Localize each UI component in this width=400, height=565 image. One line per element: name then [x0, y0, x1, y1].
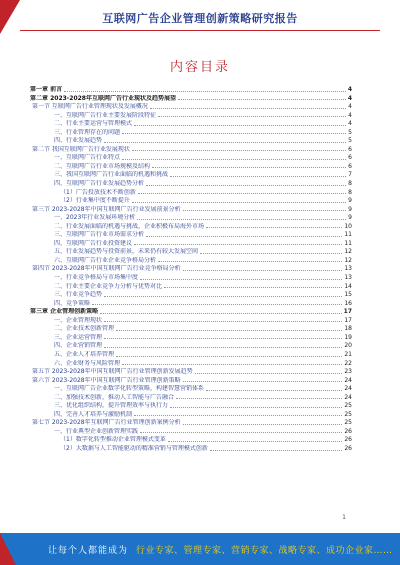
toc-entry-text: （1）广告投放技术不断创新: [60, 188, 136, 196]
toc-entry[interactable]: [30, 342, 352, 351]
header-divider: [20, 30, 380, 31]
toc-entry-text: 第四节 2023-2028年中国互联网广告行业竞争格局分析: [32, 265, 181, 273]
toc-entry-text: 三、行业管理存在的问题: [54, 128, 121, 136]
toc-entry-text: 第三章 企业管理创新策略: [30, 308, 99, 316]
toc-entry-text: 第二章 2023-2028年互联网广告行业现状及趋势展望: [30, 94, 176, 102]
toc-entry-page: 5: [348, 137, 352, 145]
toc-entry-text: 四、互联网广告行业发展趋势分析: [54, 180, 145, 188]
toc-entry-page: 17: [344, 316, 352, 324]
toc-entry-text: 第二节 我国互联网广告行业发展现状: [32, 145, 130, 153]
toc-entry-text: 第一节 互联网广告行业管理现状及发展概况: [32, 103, 148, 111]
toc-entry-page: 19: [344, 333, 352, 341]
toc-entry[interactable]: [30, 180, 352, 189]
toc-entry-page: 18: [344, 325, 352, 333]
toc-entry[interactable]: [30, 419, 352, 428]
toc-leader-dots: [104, 137, 346, 143]
toc-entry-page: 5: [348, 128, 352, 136]
toc-entry-page: 6: [348, 162, 352, 170]
toc-entry-page: 14: [344, 282, 352, 290]
toc-entry-page: 22: [344, 359, 352, 367]
toc-leader-dots: [146, 231, 342, 237]
toc-leader-dots: [183, 265, 343, 271]
toc-entry[interactable]: [30, 129, 352, 138]
toc-entry-page: 6: [348, 154, 352, 162]
toc-leader-dots: [200, 248, 342, 254]
toc-entry[interactable]: [30, 137, 352, 146]
toc-entry-page: 9: [348, 205, 352, 213]
toc-entry-text: 三、互联网广告行业市场需求分析: [54, 231, 145, 239]
toc-leader-dots: [210, 445, 343, 451]
toc-entry[interactable]: [30, 274, 352, 283]
toc-leader-dots: [146, 180, 346, 186]
toc-entry-text: 三、优化组织结构，提升管理效率与执行力: [54, 402, 169, 410]
toc-entry[interactable]: [30, 163, 352, 172]
toc-entry-text: 一、行业竞争格局与市场集中度: [54, 274, 139, 282]
toc-entry-page: 26: [344, 436, 352, 444]
toc-leader-dots: [116, 351, 342, 357]
toc-entry[interactable]: [30, 214, 352, 223]
toc-entry-page: 21: [344, 350, 352, 358]
toc-entry[interactable]: [30, 394, 352, 403]
toc-entry[interactable]: [30, 300, 352, 309]
toc-entry[interactable]: [30, 402, 352, 411]
toc-leader-dots: [183, 377, 343, 383]
toc-leader-dots: [137, 214, 346, 220]
toc-entry-text: 四、互联网广告行业投资建议: [54, 239, 133, 247]
toc-entry[interactable]: [30, 120, 352, 129]
toc-entry[interactable]: [30, 291, 352, 300]
toc-entry-page: 12: [344, 256, 352, 264]
toc-entry-page: 24: [344, 393, 352, 401]
toc-entry[interactable]: [30, 360, 352, 369]
toc-leader-dots: [183, 419, 343, 425]
toc-entry-page: 25: [344, 410, 352, 418]
toc-entry-text: （1）数字化转型推动企业管理模式变革: [60, 436, 166, 444]
toc-leader-dots: [122, 129, 346, 135]
toc-title: 内容目录: [169, 60, 230, 75]
toc-entry-text: 一、互联网广告企业数字化转型策略，构建智慧营销体系: [54, 385, 205, 393]
footer-slogan: 让每个人都能成为: [48, 546, 129, 556]
toc-leader-dots: [132, 146, 346, 152]
toc-entry[interactable]: [30, 317, 352, 326]
toc-leader-dots: [132, 197, 346, 203]
toc-entry[interactable]: [30, 189, 352, 198]
toc-entry-page: 13: [344, 274, 352, 282]
toc-entry-text: 四、企业营销管理: [54, 342, 103, 350]
toc-leader-dots: [158, 257, 342, 263]
footer-red-corner: [0, 533, 16, 565]
toc-entry-page: 13: [344, 265, 352, 273]
toc-entry[interactable]: [30, 283, 352, 292]
toc-entry-page: 11: [344, 239, 352, 247]
toc-entry-text: 第一章 前言: [30, 86, 63, 93]
toc-entry-page: 24: [344, 376, 352, 384]
toc-leader-dots: [64, 86, 346, 92]
toc-leader-dots: [170, 171, 346, 177]
toc-leader-dots: [140, 428, 342, 434]
toc-leader-dots: [140, 274, 342, 280]
toc-entry-text: 三、我国互联网广告行业面临的机遇和挑战: [54, 171, 169, 179]
toc-leader-dots: [170, 402, 342, 408]
toc-leader-dots: [92, 300, 342, 306]
toc-entry[interactable]: [30, 436, 352, 445]
toc-leader-dots: [178, 95, 346, 101]
toc-entry[interactable]: [30, 231, 352, 240]
toc-entry[interactable]: [30, 351, 352, 360]
toc-leader-dots: [104, 334, 342, 340]
toc-entry-page: 23: [344, 368, 352, 376]
toc-entry-page: 8: [348, 188, 352, 196]
toc-entry-text: 五、企业人才培养管理: [54, 350, 115, 358]
toc-entry[interactable]: [30, 445, 352, 454]
toc-entry-text: 第三节 2023-2028年中国互联网广告行业发展前景分析: [32, 205, 181, 213]
page-number: 1: [342, 514, 346, 521]
toc-entry-text: 第七节 2023-2028年互联网广告行业管理创新案例分析: [32, 419, 181, 427]
toc-entry-text: 三、行业竞争趋势: [54, 291, 103, 299]
toc-entry-text: 第六节 2023-2028年中国互联网广告行业管理创新策略: [32, 376, 181, 384]
toc-leader-dots: [150, 103, 346, 109]
toc-entry[interactable]: [30, 325, 352, 334]
toc-entry-page: 26: [344, 444, 352, 452]
toc-entry-text: 四、行业发展趋势: [54, 137, 103, 145]
toc-entry-text: 二、行业发展面临的机遇与挑战，企业积极布局海外市场: [54, 222, 205, 230]
toc-entry-text: 二、加强技术创新，推动人工智能与广告融合: [54, 393, 175, 401]
toc-entry-text: 四、竞争策略: [54, 299, 91, 307]
toc-entry-page: 4: [347, 86, 352, 93]
toc-entry[interactable]: [30, 385, 352, 394]
toc-entry-page: 16: [344, 299, 352, 307]
toc-leader-dots: [195, 368, 343, 374]
toc-entry[interactable]: [30, 223, 352, 232]
toc-entry[interactable]: [30, 95, 352, 104]
toc-leader-dots: [134, 411, 342, 417]
toc-entry-page: 11: [344, 231, 352, 239]
toc-entry[interactable]: [30, 377, 352, 386]
toc-entry[interactable]: [30, 265, 352, 274]
toc-leader-dots: [116, 325, 342, 331]
toc-entry-page: 6: [348, 145, 352, 153]
toc-entry[interactable]: [30, 103, 352, 112]
toc-entry[interactable]: [30, 334, 352, 343]
footer-banner: [0, 533, 400, 565]
toc-leader-dots: [152, 163, 346, 169]
toc-entry[interactable]: [30, 257, 352, 266]
toc-entry-page: 4: [347, 94, 352, 102]
toc-entry-text: 一、2023年行业发展环境分析: [54, 214, 136, 222]
toc-entry-page: 9: [348, 214, 352, 222]
toc-entry-page: 7: [348, 171, 352, 179]
toc-leader-dots: [100, 308, 342, 314]
toc-entry[interactable]: [30, 240, 352, 249]
toc-entry-page: 26: [344, 427, 352, 435]
toc-entry-page: 24: [344, 385, 352, 393]
toc-entry-text: 二、行业主要运营与管理模式: [54, 120, 133, 128]
toc-entry-text: 六、互联网广告行业企业竞争格局分析: [54, 256, 157, 264]
toc-entry-text: （2）行业集中度不断提升: [60, 197, 130, 205]
toc-leader-dots: [122, 360, 342, 366]
document-header-title: 互联网广告企业管理创新策略研究报告: [102, 12, 298, 25]
toc-entry[interactable]: [30, 411, 352, 420]
toc-entry[interactable]: [30, 248, 352, 257]
toc-leader-dots: [158, 112, 346, 118]
toc-leader-dots: [138, 189, 346, 195]
footer-tags: 行业专家、管理专家、营销专家、战略专家、成功企业家……: [136, 546, 393, 556]
toc-entry-text: 二、互联网广告行业市场规模及结构: [54, 162, 151, 170]
toc-entry-page: 4: [348, 111, 352, 119]
toc-leader-dots: [134, 120, 346, 126]
toc-entry-page: 10: [344, 222, 352, 230]
toc-leader-dots: [122, 154, 346, 160]
toc-entry[interactable]: [30, 171, 352, 180]
toc-entry-page: 15: [344, 291, 352, 299]
toc-entry[interactable]: [30, 428, 352, 437]
toc-leader-dots: [183, 206, 347, 212]
toc-leader-dots: [206, 385, 342, 391]
toc-entry-text: 二、企业技术创新管理: [54, 325, 115, 333]
toc-leader-dots: [206, 223, 342, 229]
toc-entry-text: 六、企业财务与风险管理: [54, 359, 121, 367]
toc-leader-dots: [104, 317, 342, 323]
toc-entry[interactable]: [30, 206, 352, 215]
toc-entry-page: 25: [344, 419, 352, 427]
toc-leader-dots: [176, 394, 342, 400]
toc-entry-text: 四、完善人才培养与激励机制: [54, 410, 133, 418]
toc-entry[interactable]: [30, 368, 352, 377]
toc-entry[interactable]: [30, 146, 352, 155]
toc-entry-page: 20: [344, 342, 352, 350]
toc-entry-page: 8: [348, 180, 352, 188]
toc-entry-text: 二、行业主要企业竞争力分析与优势对比: [54, 282, 163, 290]
toc-leader-dots: [164, 283, 342, 289]
toc-entry-page: 12: [344, 248, 352, 256]
toc-leader-dots: [134, 240, 342, 246]
toc-entry[interactable]: [30, 112, 352, 121]
toc-entry[interactable]: [30, 308, 352, 317]
toc-leader-dots: [104, 291, 342, 297]
toc-entry-page: 4: [348, 103, 352, 111]
toc-entry-page: 25: [344, 402, 352, 410]
toc-leader-dots: [104, 342, 342, 348]
toc-entry[interactable]: [30, 154, 352, 163]
toc-entry-text: 五、行业发展趋势与投资前景，未来仍有较大发展空间: [54, 248, 199, 256]
toc-entry-text: （2）大数据与人工智能驱动的精准营销与管理模式创新: [60, 444, 208, 452]
toc-entry-text: 一、行业典型企业创新管理实践: [54, 427, 139, 435]
toc-entry-text: 第五节 2023-2028年中国互联网广告行业管理创新发展趋势: [32, 368, 193, 376]
table-of-contents: [30, 86, 352, 454]
toc-entry-page: 9: [348, 197, 352, 205]
toc-entry-text: 一、互联网广告行业特点: [54, 154, 121, 162]
toc-entry-text: 一、互联网广告行业主要发展阶段特征: [54, 111, 157, 119]
toc-entry-text: 一、企业管理现状: [54, 316, 103, 324]
toc-entry[interactable]: [30, 197, 352, 206]
toc-entry-page: 17: [343, 308, 352, 316]
toc-entry-page: 4: [348, 120, 352, 128]
toc-entry[interactable]: [30, 86, 352, 95]
toc-entry-text: 三、企业运营管理: [54, 333, 103, 341]
toc-leader-dots: [168, 436, 343, 442]
